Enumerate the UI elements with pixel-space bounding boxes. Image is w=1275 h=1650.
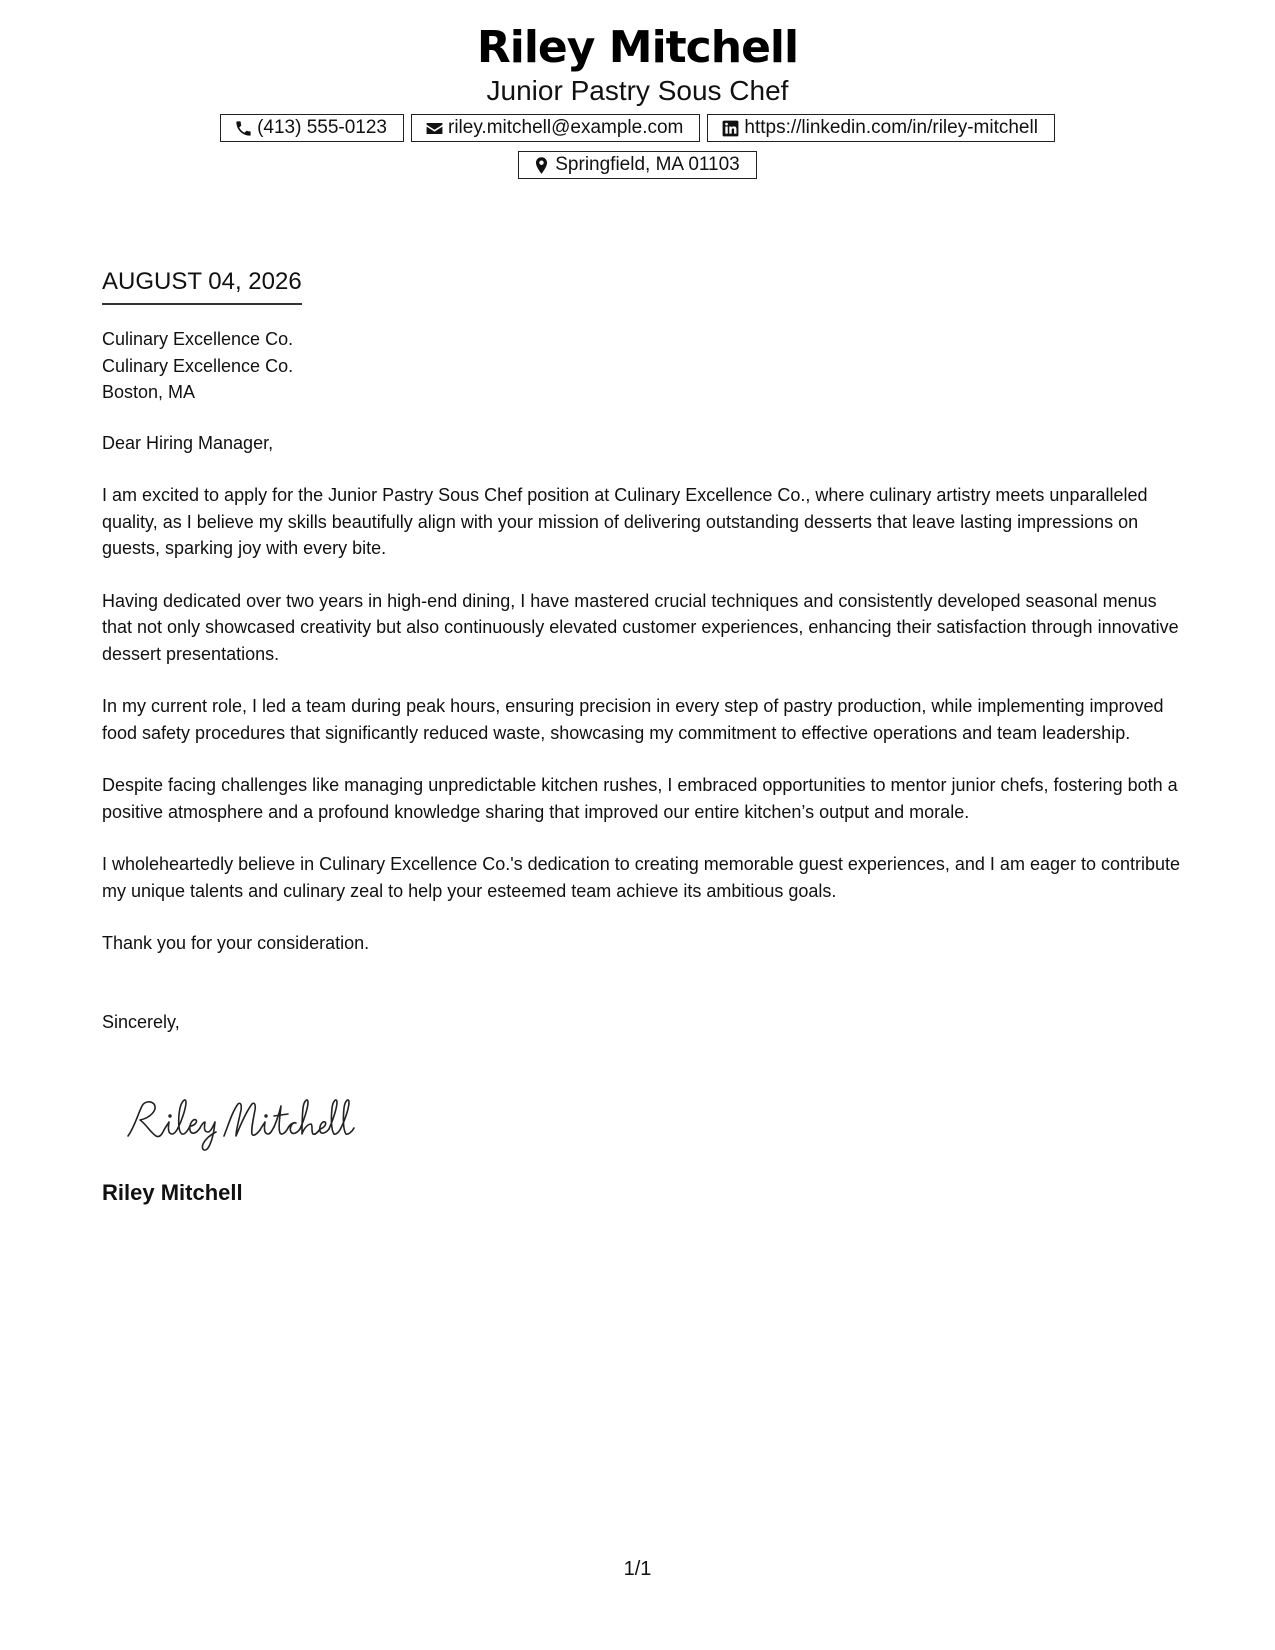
phone-icon xyxy=(234,119,253,138)
contact-row xyxy=(0,114,1275,142)
thanks-line: Thank you for your consideration. xyxy=(102,933,370,953)
body-paragraph: I wholeheartedly believe in Culinary Excellence Co.'s dedication to creating memorable guest experiences, and I am eager to contribute my unique talents and culinary zeal to help your esteemed team achieve its ambitious goals. xyxy=(102,854,1181,901)
letter-date: AUGUST 04, 2026 xyxy=(102,267,302,305)
handwritten-signature xyxy=(120,1092,360,1154)
location-text: Springfield, MA 01103 xyxy=(555,154,740,175)
recipient-line: Boston, MA xyxy=(102,382,196,402)
phone-text: (413) 555-0123 xyxy=(257,117,387,138)
closing-line: Sincerely, xyxy=(102,1011,180,1032)
body-paragraph: In my current role, I led a team during peak hours, ensuring precision in every step of pastry production, while implementing improved food safety procedures that significantly reduced waste, showcasing my commitment to effective operations and team leadership. xyxy=(102,696,1164,743)
recipient-line: Culinary Excellence Co. xyxy=(102,329,294,349)
body-paragraph: Despite facing challenges like managing unpredictable kitchen rushes, I embraced opportunities to mentor junior chefs, fostering both a positive atmosphere and a profound knowledge sharing that improved our entire kitchen’s output and morale. xyxy=(102,775,1178,822)
email-text: riley.mitchell@example.com xyxy=(448,117,684,138)
letter-body xyxy=(102,326,1182,1035)
contact-row-location xyxy=(0,151,1275,179)
applicant-name: Riley Mitchell xyxy=(476,22,799,73)
phone-contact xyxy=(220,114,404,142)
salutation: Dear Hiring Manager, xyxy=(102,432,274,453)
linkedin-text: https://linkedin.com/in/riley-mitchell xyxy=(744,117,1038,138)
letter-header xyxy=(0,20,1275,108)
signer-name: Riley Mitchell xyxy=(102,1180,243,1205)
job-title: Junior Pastry Sous Chef xyxy=(486,75,789,106)
location-contact xyxy=(518,151,757,179)
body-paragraph: Having dedicated over two years in high-end dining, I have mastered crucial techniques and consistently developed seasonal menus that not only showcased creativity but also continuously elevated customer experiences, enhancing their satisfaction through innovative dessert presentations. xyxy=(102,590,1179,664)
body-paragraph: I am excited to apply for the Junior Pastry Sous Chef position at Culinary Excellence Co., where culinary artistry meets unparalleled quality, as I believe my skills beautifully align with your mission of delivering outstanding desserts that leave lasting impressions on guests, sparking joy with every bite. xyxy=(102,485,1148,558)
linkedin-contact[interactable] xyxy=(707,114,1055,142)
linkedin-icon xyxy=(721,119,740,138)
email-contact[interactable] xyxy=(411,114,700,142)
recipient-address xyxy=(102,326,1182,406)
recipient-line: Culinary Excellence Co. xyxy=(102,355,294,376)
map-pin-icon xyxy=(532,156,551,175)
envelope-icon xyxy=(425,119,444,138)
page-number: 1/1 xyxy=(623,1558,652,1580)
